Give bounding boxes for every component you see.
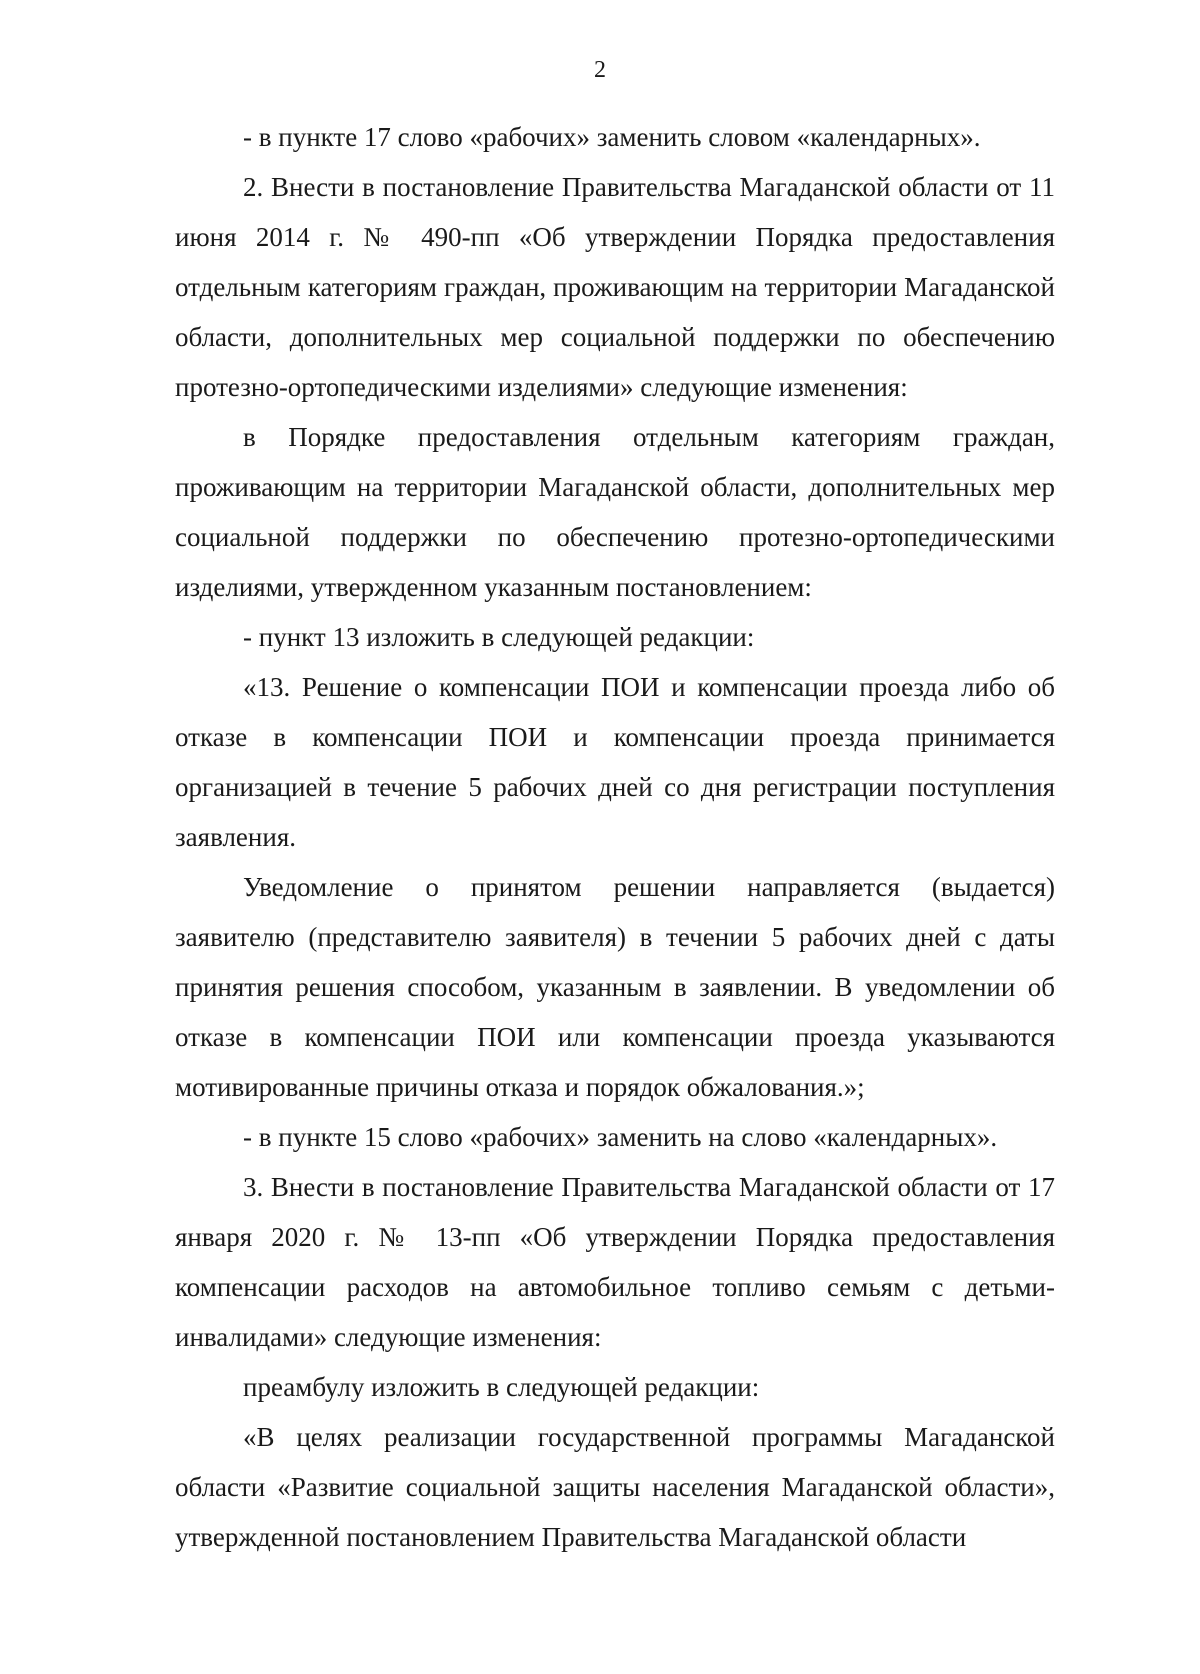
paragraph-section-3: 3. Внести в постановление Правительства Магаданской области от 17 января 2020 г. № 13-пп «Об утверждении Порядка предоставления компенсации расходов на автомобильное топливо семьям с детьми-инвалидами» следующие изменения: [175,1172,1055,1352]
document-body [175,112,1055,1562]
paragraph-item-15-change: - в пункте 15 слово «рабочих» заменить на слово «календарных». [243,1122,998,1152]
paragraph-section-2: 2. Внести в постановление Правительства Магаданской области от 11 июня 2014 г. № 490-пп «Об утверждении Порядка предоставления отдельным категориям граждан, проживающим на территории Магаданской области, дополнительных мер социальной поддержки по обеспечению протезно-ортопедическими изделиями» следующие изменения: [175,172,1055,402]
paragraph-procedure-changes: в Порядке предоставления отдельным категориям граждан, проживающим на территории Магаданской области, дополнительных мер социальной поддержки по обеспечению протезно-ортопедическими изделиями, утвержденном указанным постановлением: [175,422,1055,602]
paragraph-item-13-intro: - пункт 13 изложить в следующей редакции: [243,622,755,652]
paragraph-notification: Уведомление о принятом решении направляется (выдается) заявителю (представителю заявителя) в течении 5 рабочих дней с даты принятия решения способом, указанным в заявлении. В уведомлении об отказе в компенсации ПОИ или компенсации проезда указываются мотивированные причины отказа и порядок обжалования.»; [175,872,1055,1102]
paragraph-preamble-text: «В целях реализации государственной программы Магаданской области «Развитие социальной защиты населения Магаданской области», утвержденной постановлением Правительства Магаданской области [175,1422,1055,1552]
page-number: 2 [594,57,606,83]
paragraph-item-13-text: «13. Решение о компенсации ПОИ и компенсации проезда либо об отказе в компенсации ПОИ и компенсации проезда принимается организацией в течение 5 рабочих дней со дня регистрации поступления заявления. [175,672,1055,852]
paragraph-preamble-intro: преамбулу изложить в следующей редакции: [243,1372,760,1402]
paragraph-item-17-change: - в пункте 17 слово «рабочих» заменить словом «календарных». [243,122,981,152]
